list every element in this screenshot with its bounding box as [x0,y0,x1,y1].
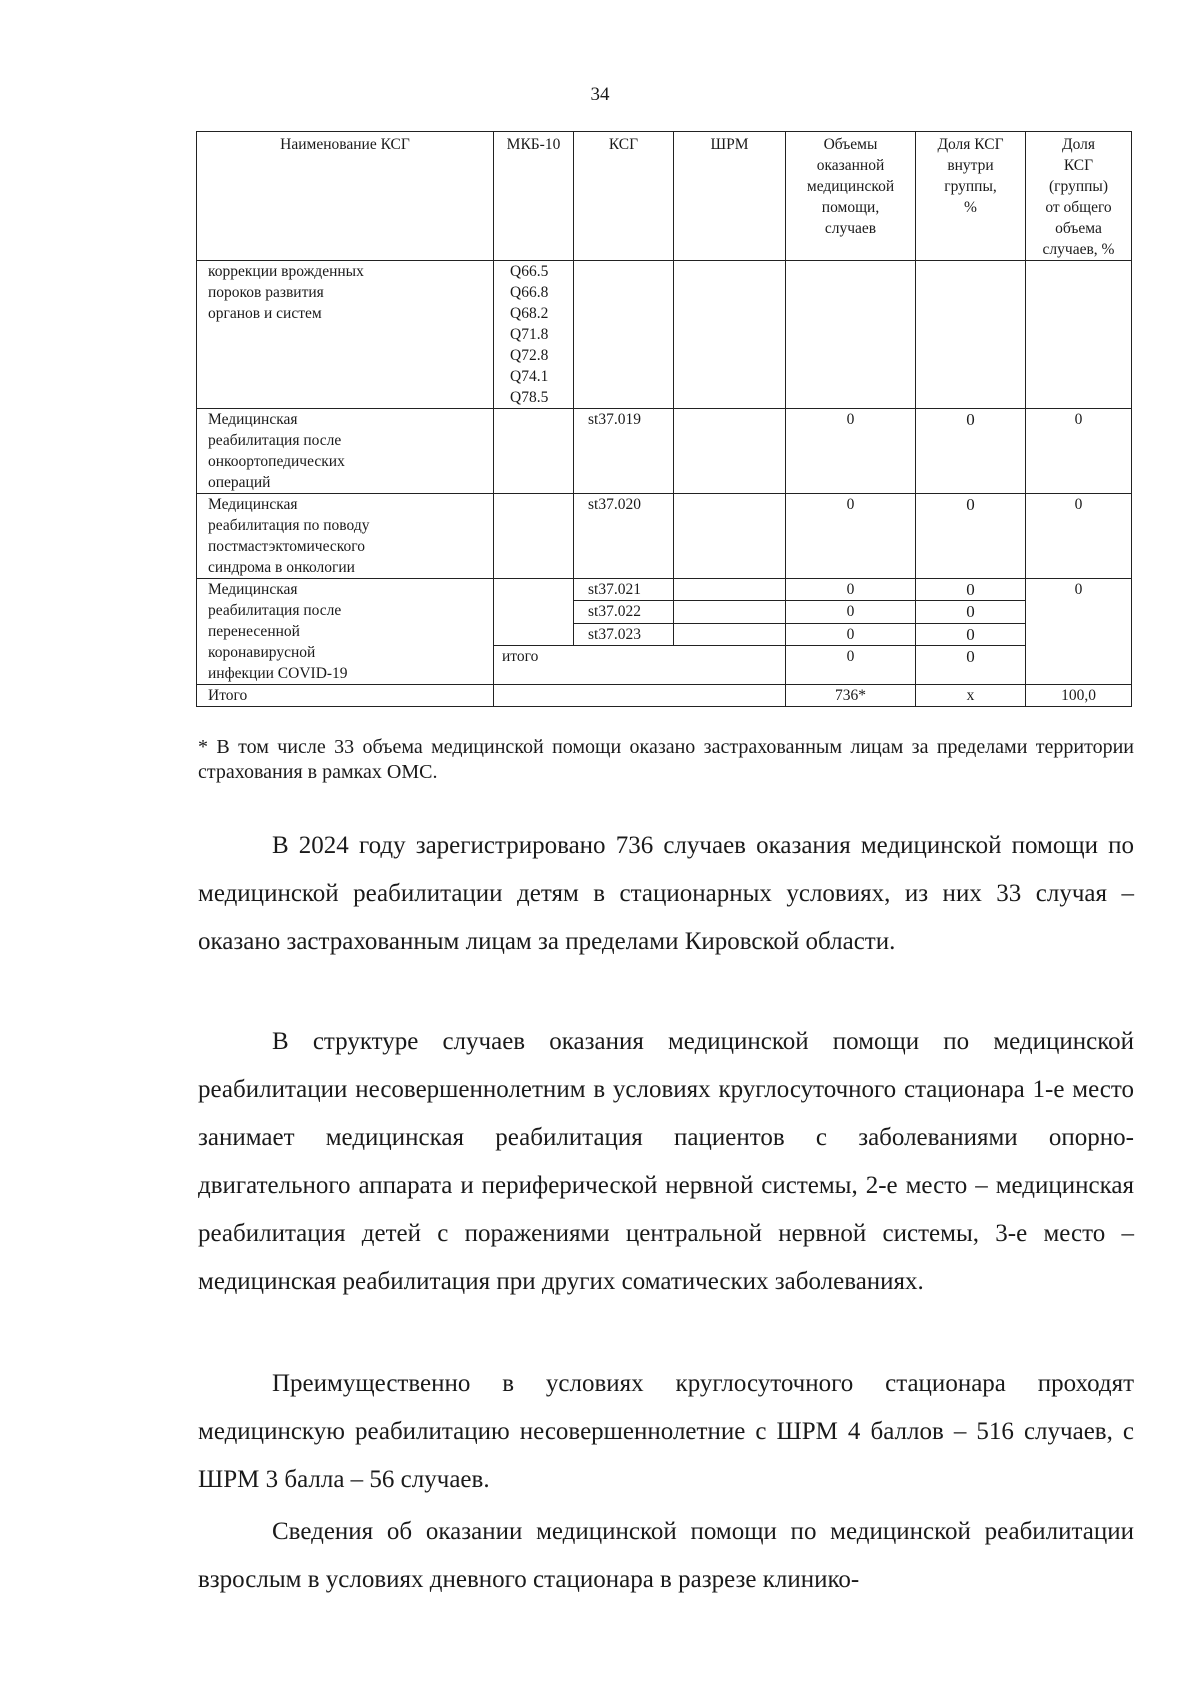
paragraph-4: Сведения об оказании медицинской помощи по медицинской реабилитации взрослым в условиях дневного стационара в разрезе клинико- [198,1518,1134,1593]
row2-name: Медицинская реабилитация после онкоортопедических операций [197,409,494,494]
row4-share-1: 0 [916,579,1026,601]
table-row [197,261,1132,409]
row4-share-2: 0 [916,601,1026,623]
row3-mkb [494,494,574,579]
row4-name: Медицинская реабилитация после перенесенной коронавирусной инфекции COVID-19 [197,579,494,685]
paragraph-2: В структуре случаев оказания медицинской помощи по медицинской реабилитации несовершеннолетним в условиях круглосуточного стационара 1-е место занимает медицинская реабилитация пациентов с заболеваниями опорно-двигательного аппарата и периферической нервной системы, 2-е место – медицинская реабилитация детей с поражениями центральной нервной системы, 3-е место – медицинская реабилитация при других соматических заболеваниях. [198,1028,1134,1295]
row4-share-total: 0 [1026,579,1132,685]
row3-share: 0 [916,494,1026,579]
row2-mkb [494,409,574,494]
row1-shrm [674,261,786,409]
row4-shrm-2 [674,601,786,623]
row4-ksg-2: st37.022 [574,601,674,623]
total-volume: 736* [786,685,916,707]
row2-shrm [674,409,786,494]
row1-mkb: Q66.5 Q66.8 Q68.2 Q71.8 Q72.8 Q74.1 Q78.5 [494,261,574,409]
row1-ksg [574,261,674,409]
row1-share [916,261,1026,409]
row2-volume: 0 [786,409,916,494]
total-share-total: 100,0 [1026,685,1132,707]
header-share-total: Доля КСГ (группы) от общего объема случаев, % [1026,132,1132,261]
row4-mkb [494,579,574,646]
ksg-table [196,131,1132,707]
header-mkb: МКБ-10 [494,132,574,261]
page-number: 34 [590,84,610,105]
header-share-in-group: Доля КСГ внутри группы, % [916,132,1026,261]
row3-volume: 0 [786,494,916,579]
table-row [197,409,1132,494]
footnote: * В том числе 33 объема медицинской помощи оказано застрахованным лицам за пределами территории страхования в рамках ОМС. [198,736,1134,783]
row3-share-total: 0 [1026,494,1132,579]
row1-volume [786,261,916,409]
row4-ksg-1: st37.021 [574,579,674,601]
row2-share-total: 0 [1026,409,1132,494]
table-row [197,579,1132,601]
row4-volume-2: 0 [786,601,916,623]
header-name: Наименование КСГ [197,132,494,261]
row2-ksg: st37.019 [574,409,674,494]
table-header-row [197,132,1132,261]
row3-name: Медицинская реабилитация по поводу постмастэктомического синдрома в онкологии [197,494,494,579]
row4-shrm-3 [674,623,786,645]
table-row [197,494,1132,579]
table-total-row [197,685,1132,707]
row1-name: коррекции врожденных пороков развития органов и систем [197,261,494,409]
row3-shrm [674,494,786,579]
row4-shrm-1 [674,579,786,601]
row4-ksg-3: st37.023 [574,623,674,645]
row3-ksg: st37.020 [574,494,674,579]
header-ksg: КСГ [574,132,674,261]
row4-volume-1: 0 [786,579,916,601]
row4-itogo-volume: 0 [786,646,916,685]
row2-share: 0 [916,409,1026,494]
total-empty [494,685,786,707]
row4-itogo-label: итого [494,646,786,685]
total-share-in-group: x [916,685,1026,707]
row4-volume-3: 0 [786,623,916,645]
paragraph-1: В 2024 году зарегистрировано 736 случаев оказания медицинской помощи по медицинской реабилитации детям в стационарных условиях, из них 33 случая – оказано застрахованным лицам за пределами Кировской области. [198,832,1134,955]
row4-itogo-share: 0 [916,646,1026,685]
row1-share-total [1026,261,1132,409]
header-shrm: ШРМ [674,132,786,261]
header-volume: Объемы оказанной медицинской помощи, случаев [786,132,916,261]
total-label: Итого [197,685,494,707]
paragraph-3: Преимущественно в условиях круглосуточного стационара проходят медицинскую реабилитацию несовершеннолетние с ШРМ 4 баллов – 516 случаев, с ШРМ 3 балла – 56 случаев. [198,1370,1134,1493]
row4-share-3: 0 [916,623,1026,645]
